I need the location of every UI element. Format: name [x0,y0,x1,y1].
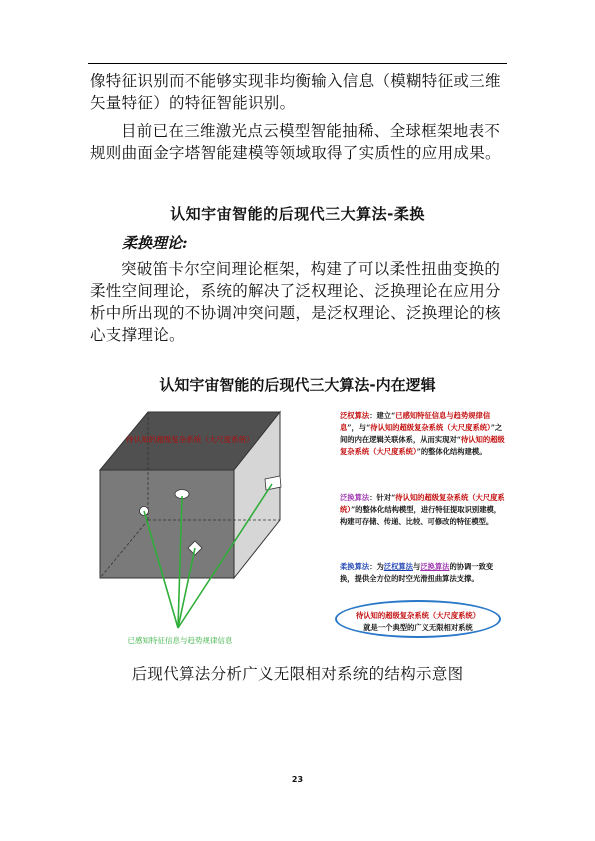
figure-title: 认知宇宙智能的后现代三大算法-内在逻辑 [159,376,436,394]
cube-diagram [90,400,340,655]
ellipse-note [335,600,501,638]
note-flexible-transform: 柔换算法：为泛权算法与泛换算法的协调一致变换，提供全方位的时空光滑扭曲算法支撑。 [340,562,494,583]
cube-front-face [100,470,234,578]
subheading: 柔换理论: [122,234,188,252]
paragraph-continuation: 像特征识别而不能够实现非均衡输入信息（模糊特征或三维矢量特征）的特征智能识别。 [90,72,501,112]
header-rule [88,63,507,64]
note-name: 泛权算法 [340,411,370,420]
paragraph-applications: 目前已在三维激光点云模型智能抽稀、全球框架地表不规则曲面金字塔智能建模等领域取得了实质性的应用成果。 [90,122,501,162]
note-name: 柔换算法 [340,562,370,571]
note-generalized-transform: 泛换算法：针对“待认知的超级复杂系统（大尺度系统）”的整体化结构模型，进行特征提取识别建模，构建可存储、传递、比较、可修改的特征模型。 [340,493,505,526]
paragraph-flexible-transform: 突破笛卡尔空间理论框架，构建了可以柔性扭曲变换的柔性空间理论，系统的解决了泛权理论、泛换理论在应用分析中所出现的不协调冲突问题，是泛权理论、泛换理论的核心支撑理论。 [90,260,501,344]
ellipse-note-line2: 就是一个典型的广义无限相对系统 [363,623,473,632]
page-number: 23 [291,775,304,784]
ellipse-note-line1: 待认知的超级复杂系统（大尺度系统） [355,611,481,620]
figure-caption: 后现代算法分析广义无限相对系统的结构示意图 [131,665,464,683]
bottom-label: 已感知特征信息与趋势规律信息 [127,636,233,645]
note-generalized-weight: 泛权算法：建立“已感知特征信息与趋势规律信息”，与“待认知的超级复杂系统（大尺度系统）”之间的内在逻辑关联体系，从而实现对“待认知的超级复杂系统（大尺度系统）”的整体化结构建模。 [340,411,505,456]
section-heading: 认知宇宙智能的后现代三大算法-柔换 [170,205,425,223]
note-name: 泛换算法 [340,493,370,502]
cube-top-label: 待认知的超级复杂系统（大尺度系统） [126,435,254,444]
